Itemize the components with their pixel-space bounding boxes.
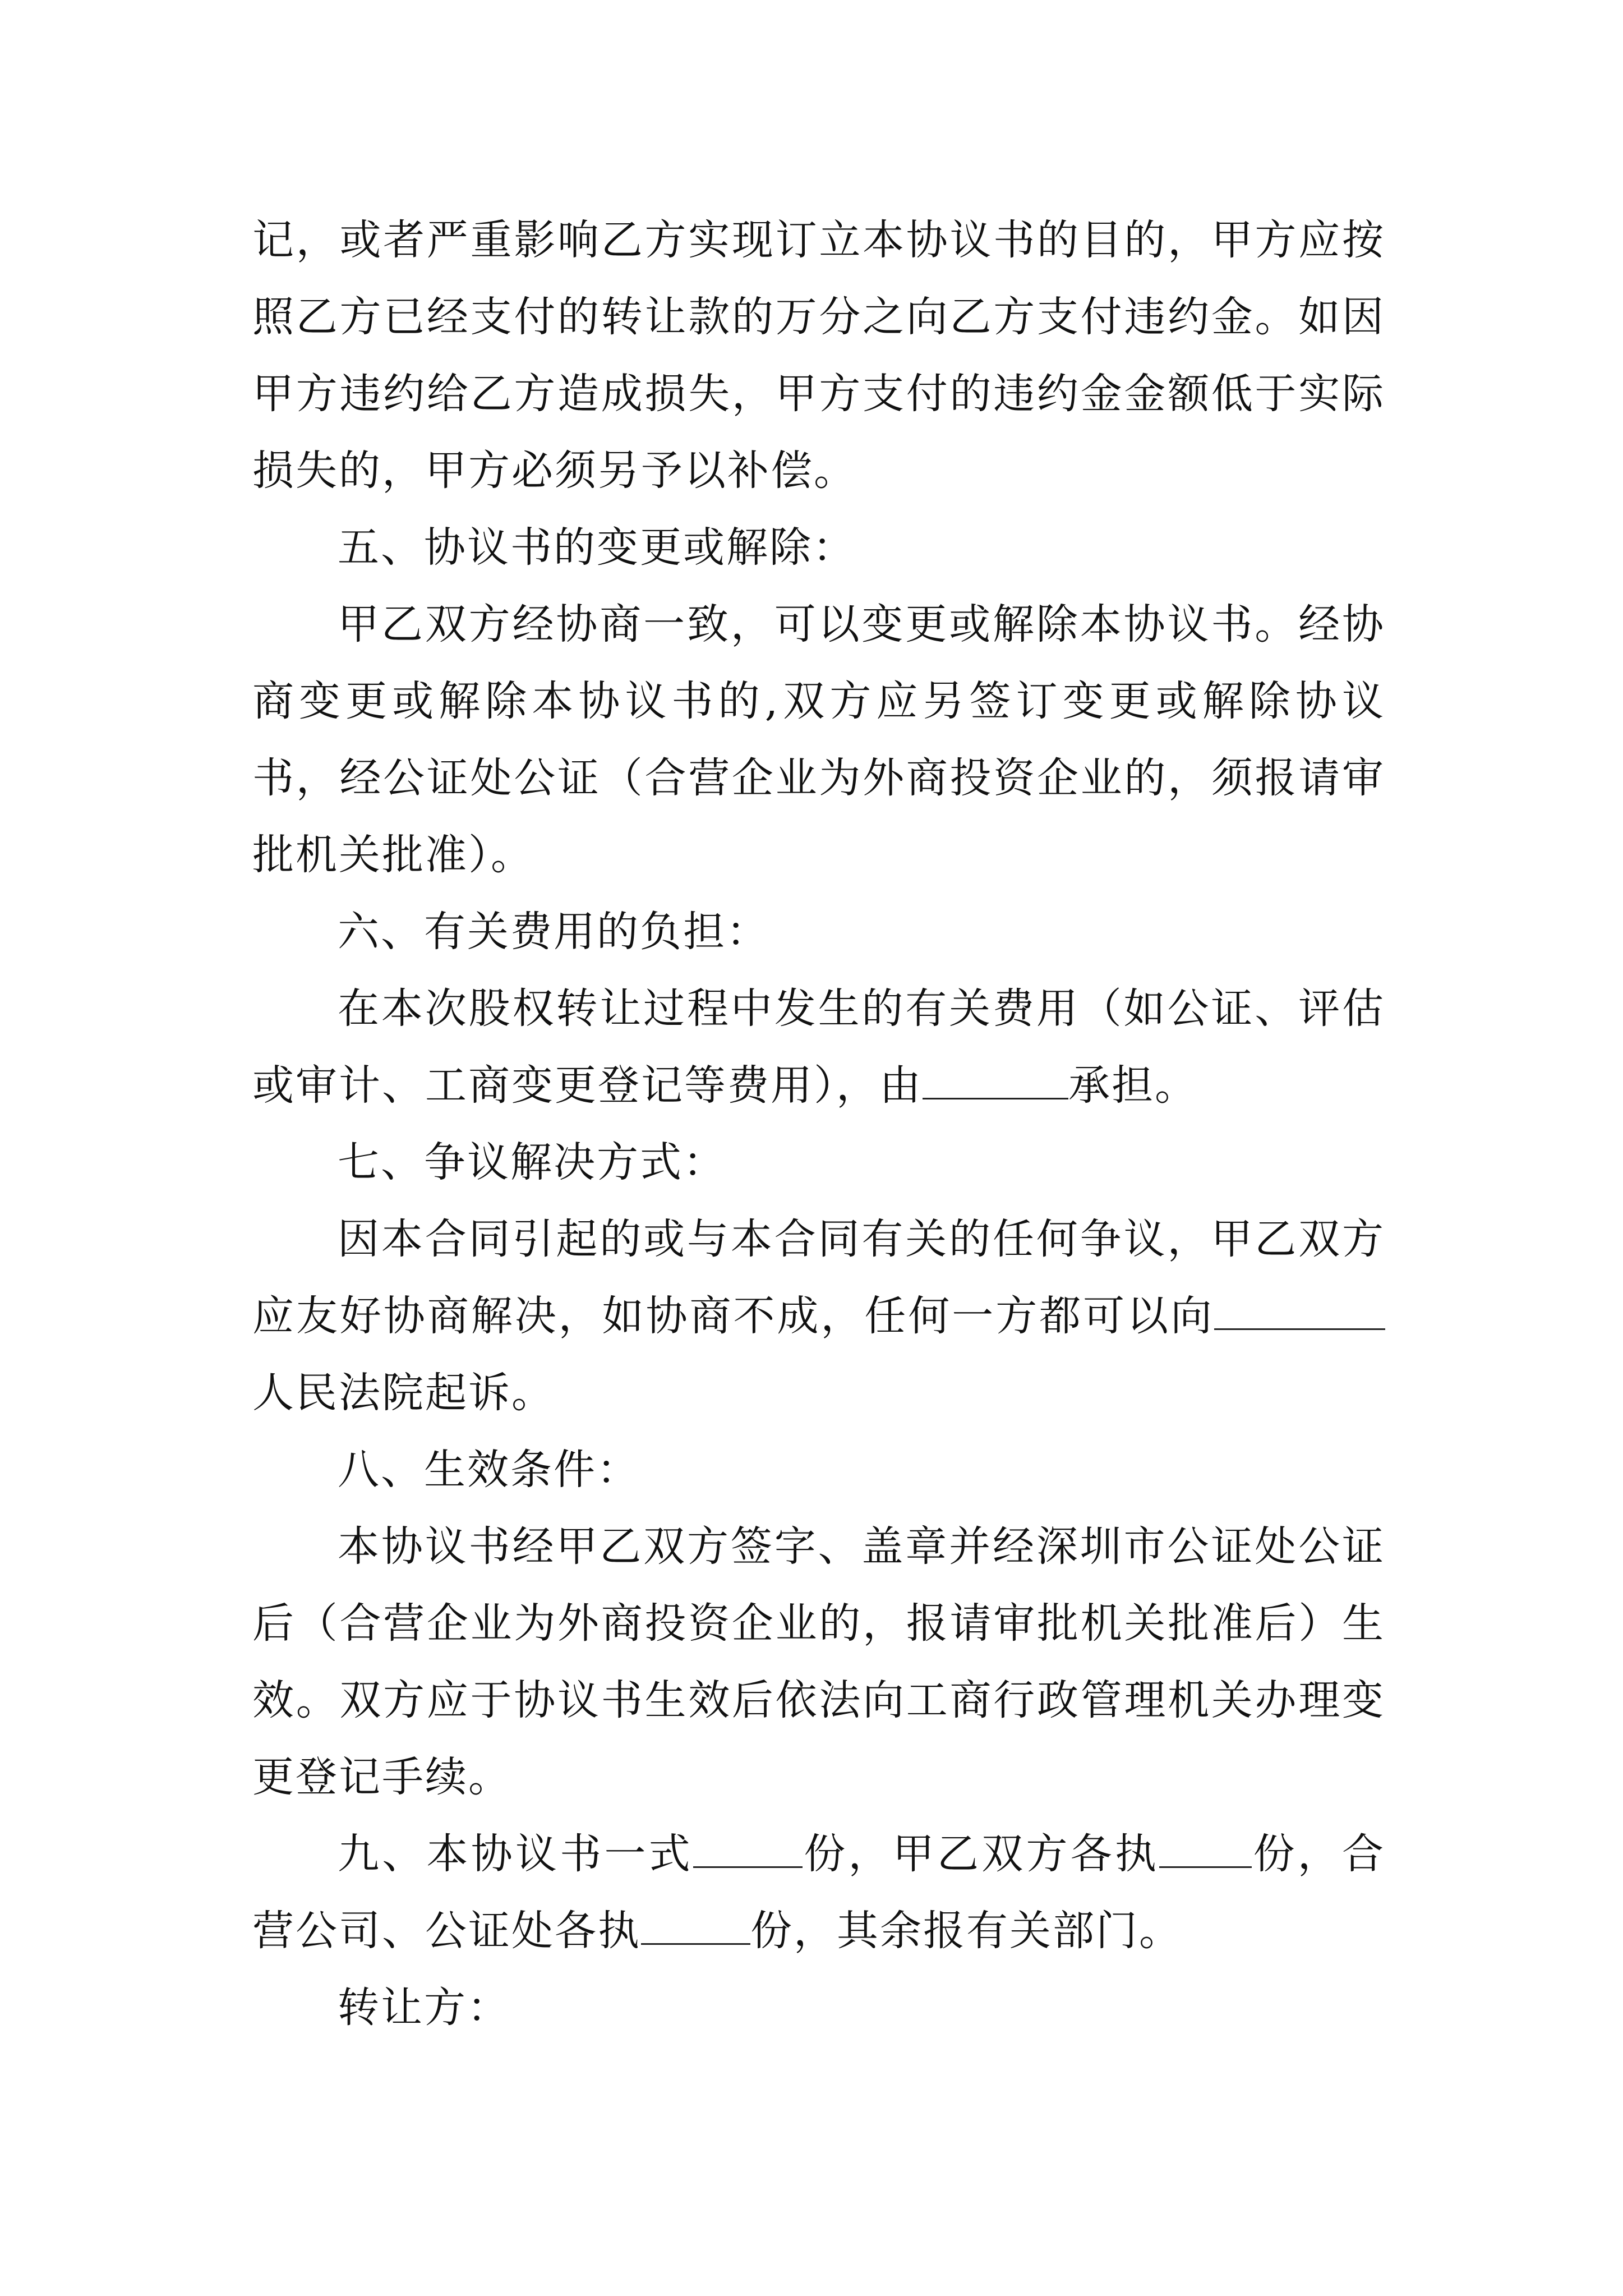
copies-total-blank (693, 1832, 803, 1868)
document-body (252, 202, 1385, 2046)
fee-bearer-blank (923, 1063, 1068, 1099)
section-9-text-b: 份，甲乙双方各执 (803, 1830, 1160, 1878)
section-9-body (252, 1816, 1385, 1970)
section-7-body (252, 1201, 1385, 1432)
paragraph-breach-penalty: 记，或者严重影响乙方实现订立本协议书的目的，甲方应按照乙方已经支付的转让款的万分之向乙方支付违约金。如因甲方违约给乙方造成损失，甲方支付的违约金金额低于实际损失的，甲方必须另予以补偿。 (252, 216, 1385, 495)
section-6-title: 六、有关费用的负担： (338, 908, 769, 956)
section-7-text-b: 人民法院起诉。 (252, 1369, 555, 1417)
section-9-text-d: 份，其余报有关部门。 (750, 1907, 1182, 1955)
section-8-title: 八、生效条件： (338, 1446, 640, 1494)
section-5-body: 甲乙双方经协商一致，可以变更或解除本协议书。经协商变更或解除本协议书的,双方应另签订变更或解除协议书，经公证处公证（合营企业为外商投资企业的，须报请审批机关批准）。 (252, 600, 1385, 879)
section-6-text-b: 承担。 (1068, 1061, 1198, 1110)
section-7-text-a: 因本合同引起的或与本合同有关的任何争议，甲乙双方应友好协商解决，如协商不成，任何一方都可以向 (252, 1215, 1385, 1340)
section-9-text-c: 份，合营公司、公证处各执 (252, 1830, 1385, 1955)
section-7-title: 七、争议解决方式： (338, 1138, 726, 1186)
section-6-body (252, 970, 1385, 1124)
section-9-text-a: 九、本协议书一式 (338, 1830, 693, 1878)
copies-parties-blank (1159, 1832, 1252, 1868)
copies-notary-blank (641, 1908, 750, 1945)
court-blank (1214, 1294, 1385, 1330)
transferor-label: 转让方： (338, 1984, 510, 2032)
section-8-body: 本协议书经甲乙双方签字、盖章并经深圳市公证处公证后（合营企业为外商投资企业的，报请审批机关批准后）生效。双方应于协议书生效后依法向工商行政管理机关办理变更登记手续。 (252, 1522, 1385, 1801)
section-5-title: 五、协议书的变更或解除： (338, 523, 856, 572)
section-6-text-a: 在本次股权转让过程中发生的有关费用（如公证、评估或审计、工商变更登记等费用），由 (252, 984, 1385, 1110)
